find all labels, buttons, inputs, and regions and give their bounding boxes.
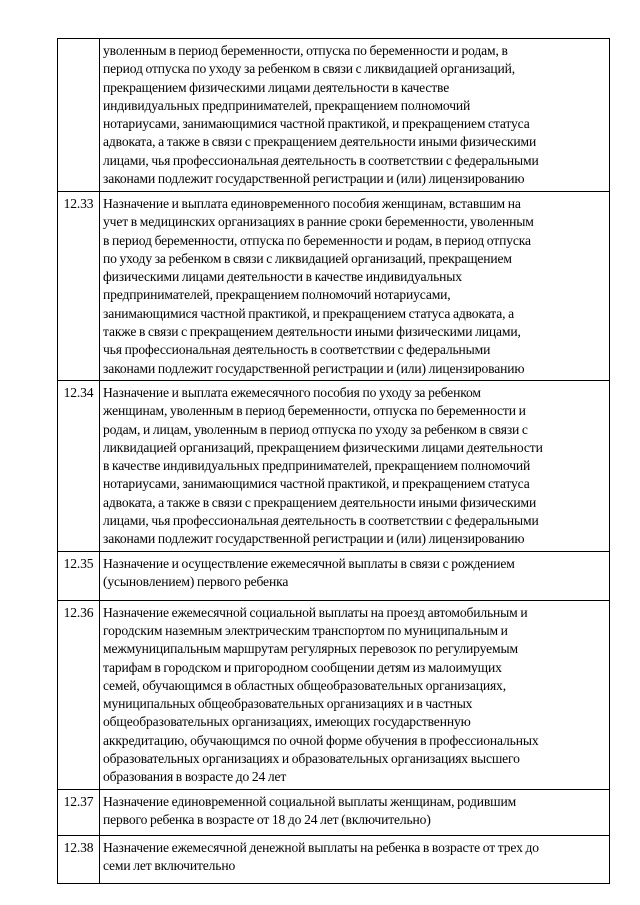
text-line: аккредитацию, обучающимся по очной форме обучения в профессиональных xyxy=(103,732,539,748)
text-line: Назначение и выплата ежемесячного пособия по уходу за ребенком xyxy=(103,384,481,400)
table-row xyxy=(58,835,610,883)
text-line: общеобразовательных организациях, имеющих государственную xyxy=(103,714,471,730)
text-line: Назначение единовременной социальной выплаты женщинам, родившим xyxy=(103,793,517,809)
text-line: Назначение ежемесячной денежной выплаты на ребенка в возрасте от трех до xyxy=(103,839,539,855)
text-line: женщинам, уволенным в период беременности, отпуска по беременности и xyxy=(103,403,526,419)
text-line: по уходу за ребенком в связи с ликвидацией организаций, прекращением xyxy=(103,250,512,266)
text-line: законами подлежит государственной регистрации и (или) лицензированию xyxy=(103,531,525,547)
service-description xyxy=(100,551,610,600)
text-line: образовательных организациях и образовательных организациях высшего xyxy=(103,751,520,767)
text-line: прекращением физическими лицами деятельности в качестве xyxy=(103,79,450,95)
text-line: в качестве индивидуальных предпринимателей, прекращением полномочий xyxy=(103,458,531,474)
text-line: лицами, чья профессиональная деятельность в соответствии с федеральными xyxy=(103,513,539,529)
row-number xyxy=(58,39,100,192)
service-description xyxy=(100,192,610,381)
text-line: муниципальных общеобразовательных организациях и в частных xyxy=(103,696,473,712)
text-line: межмуниципальным маршрутам регулярных перевозок по регулируемым xyxy=(103,641,518,657)
text-line: в период беременности, отпуска по беременности и родам, в период отпуска xyxy=(103,232,531,248)
text-line: первого ребенка в возрасте от 18 до 24 лет (включительно) xyxy=(103,811,431,827)
text-line: (усыновлением) первого ребенка xyxy=(103,573,289,589)
table-row xyxy=(58,192,610,381)
text-line: лицами, чья профессиональная деятельность в соответствии с федеральными xyxy=(103,152,539,168)
text-line: ликвидацией организаций, прекращением физическими лицами деятельности xyxy=(103,439,543,455)
text-line: период отпуска по уходу за ребенком в связи с ликвидацией организаций, xyxy=(103,61,516,77)
text-line: предпринимателей, прекращением полномочий нотариусами, xyxy=(103,287,451,303)
text-line: семи лет включительно xyxy=(103,857,236,873)
text-line: Назначение и осуществление ежемесячной выплаты в связи с рождением xyxy=(103,555,515,571)
text-line: нотариусами, занимающимися частной практикой, и прекращением статуса xyxy=(103,476,530,492)
text-line: адвоката, а также в связи с прекращением деятельности иными физическими xyxy=(103,134,537,150)
row-number: 12.35 xyxy=(58,551,100,600)
services-table xyxy=(57,38,610,884)
text-line: Назначение и выплата единовременного пособия женщинам, вставшим на xyxy=(103,196,521,211)
table-row xyxy=(58,39,610,192)
row-number: 12.36 xyxy=(58,600,100,789)
table-row xyxy=(58,600,610,789)
service-description xyxy=(100,39,610,192)
text-line: чья профессиональная деятельность в соответствии с федеральными xyxy=(103,342,491,358)
row-number: 12.34 xyxy=(58,380,100,551)
text-line: Назначение ежемесячной социальной выплаты на проезд автомобильным и xyxy=(103,604,528,620)
text-line: индивидуальных предпринимателей, прекращением полномочий xyxy=(103,97,471,113)
text-line: законами подлежит государственной регистрации и (или) лицензированию xyxy=(103,360,525,376)
text-line: образования в возрасте до 24 лет xyxy=(103,769,287,785)
service-description xyxy=(100,789,610,835)
text-line: занимающимися частной практикой, и прекращением статуса адвоката, а xyxy=(103,305,514,321)
text-line: также в связи с прекращением деятельности иными физическими лицами, xyxy=(103,324,521,340)
row-number: 12.38 xyxy=(58,835,100,883)
text-line: учет в медицинских организациях в ранние сроки беременности, уволенным xyxy=(103,214,534,230)
text-line: уволенным в период беременности, отпуска по беременности и родам, в xyxy=(103,43,508,58)
table-row xyxy=(58,789,610,835)
text-line: физическими лицами деятельности в качестве индивидуальных xyxy=(103,269,462,285)
table-row xyxy=(58,551,610,600)
text-line: тарифам в городском и пригородном сообщении детям из малоимущих xyxy=(103,659,502,675)
text-line: городским наземным электрическим транспортом по муниципальным и xyxy=(103,622,508,638)
text-line: нотариусами, занимающимися частной практикой, и прекращением статуса xyxy=(103,116,530,132)
text-line: родам, и лицам, уволенным в период отпуска по уходу за ребенком в связи с xyxy=(103,421,528,437)
row-number: 12.37 xyxy=(58,789,100,835)
text-line: адвоката, а также в связи с прекращением деятельности иными физическими xyxy=(103,494,537,510)
table-row xyxy=(58,380,610,551)
text-line: семей, обучающимся в областных общеобразовательных организациях, xyxy=(103,677,506,693)
row-number: 12.33 xyxy=(58,192,100,381)
text-line: законами подлежит государственной регистрации и (или) лицензированию xyxy=(103,171,525,187)
service-description xyxy=(100,600,610,789)
service-description xyxy=(100,835,610,883)
service-description xyxy=(100,380,610,551)
